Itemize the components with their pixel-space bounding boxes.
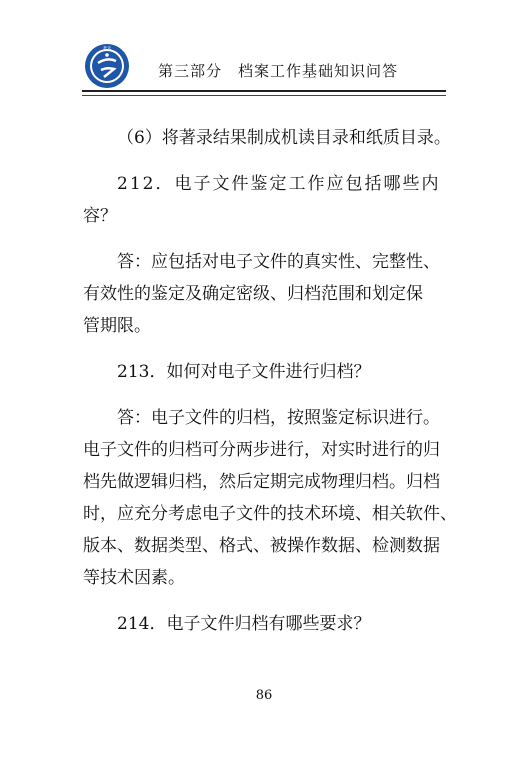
page-number: 86: [255, 688, 273, 703]
text-line: 版本、数据类型、格式、被操作数据、检测数据: [83, 536, 440, 556]
header-rule-thin: [82, 95, 446, 96]
text-line: 等技术因素。: [83, 568, 185, 588]
text-line: 时，应充分考虑电子文件的技术环境、相关软件、: [83, 504, 457, 524]
logo-lettering: 著录: [103, 45, 111, 51]
question-214: [83, 608, 449, 640]
question-212-continued: [83, 200, 449, 232]
answer-213: [83, 402, 457, 594]
institution-logo: [84, 43, 130, 89]
text-line: 212．电子文件鉴定工作应包括哪些内: [117, 174, 441, 194]
text-line: 电子文件的归档可分两步进行，对实时进行的归: [83, 440, 440, 460]
text-line: 有效性的鉴定及确定密级、归档范围和划定保: [83, 284, 423, 304]
text-line: （6）将著录结果制成机读目录和纸质目录。: [117, 128, 451, 148]
page-content: [83, 122, 457, 640]
question-212: [83, 168, 449, 200]
page-header-title: 第三部分 档案工作基础知识问答: [158, 62, 399, 80]
question-213: [83, 356, 449, 388]
text-line: 213．如何对电子文件进行归档？: [117, 362, 371, 382]
text-line: 档先做逻辑归档，然后定期完成物理归档。归档: [83, 472, 440, 492]
text-line: 214．电子文件归档有哪些要求？: [117, 614, 371, 634]
text-line: 容？: [83, 206, 117, 226]
answer-212: [83, 246, 449, 342]
text-line: 答：电子文件的归档，按照鉴定标识进行。: [117, 408, 440, 428]
text-line: 管期限。: [83, 316, 151, 336]
text-line: 答：应包括对电子文件的真实性、完整性、: [117, 252, 440, 272]
header-rule-thick: [82, 90, 446, 92]
paragraph-step-6: [83, 122, 449, 154]
